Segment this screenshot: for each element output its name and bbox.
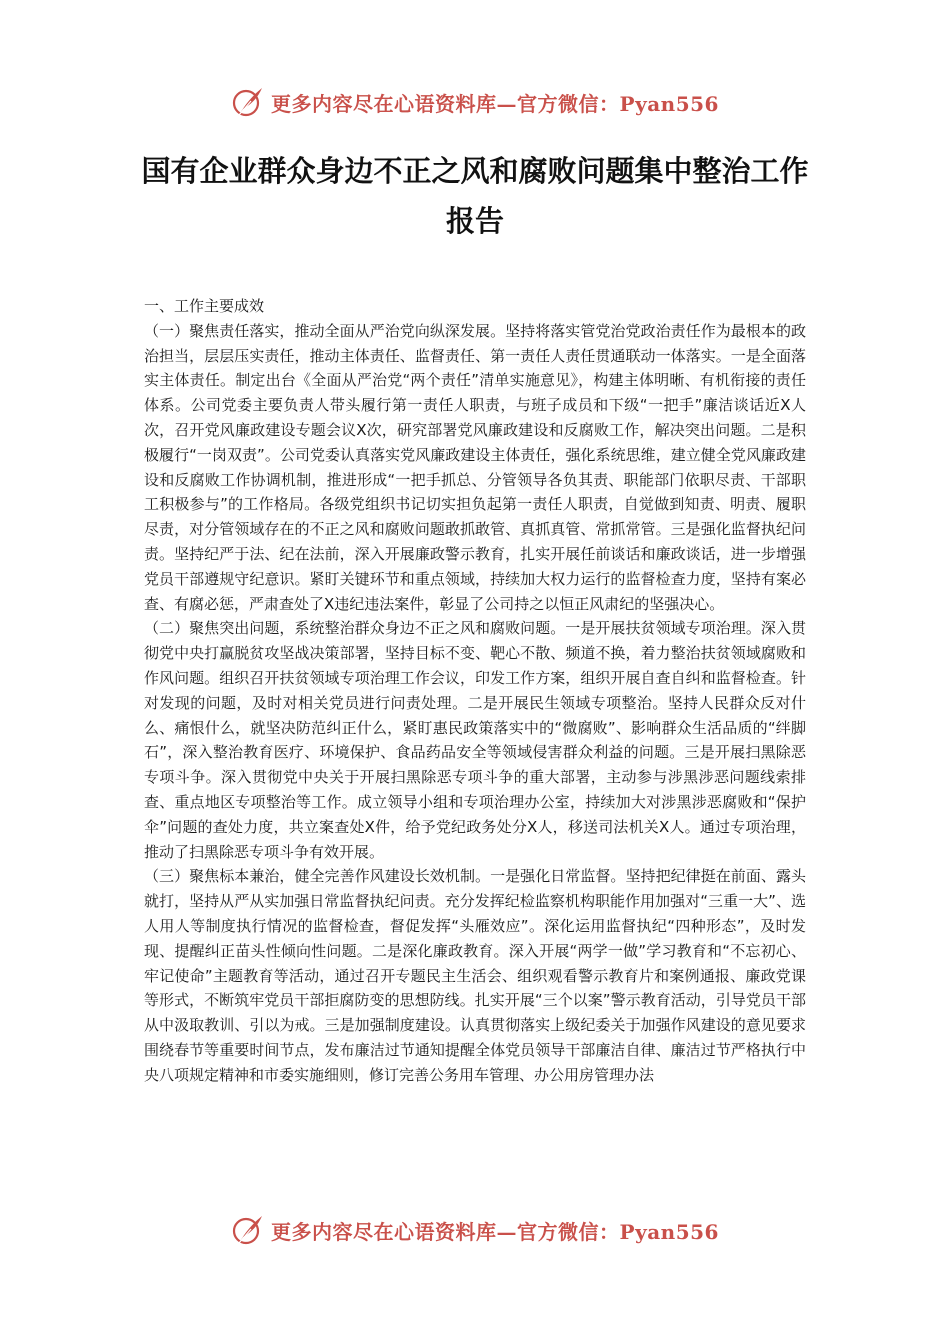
- body-paragraph: （二）聚焦突出问题，系统整治群众身边不正之风和腐败问题。一是开展扶贫领域专项治理。深入贯彻党中央打赢脱贫攻坚战决策部署，坚持目标不变、靶心不散、频道不换，着力整治扶贫领域腐败和作风问题。组织召开扶贫领域专项治理工作会议，印发工作方案，组织开展自查自纠和监督检查。针对发现的问题，及时对相关党员进行问责处理。二是开展民生领域专项整治。坚持人民群众反对什么、痛恨什么，就坚决防范纠正什么，紧盯惠民政策落实中的“微腐败”、影响群众生活品质的“绊脚石”，深入整治教育医疗、环境保护、食品药品安全等领域侵害群众利益的问题。三是开展扫黑除恶专项斗争。深入贯彻党中央关于开展扫黑除恶专项斗争的重大部署，主动参与涉黑涉恶问题线索排查、重点地区专项整治等工作。成立领导小组和专项治理办公室，持续加大对涉黑涉恶腐败和“保护伞”问题的查处力度，共立案查处X件，给予党纪政务处分X人，移送司法机关X人。通过专项治理，推动了扫黑除恶专项斗争有效开展。: [144, 619, 806, 861]
- banner-text: 更多内容尽在心语资料库—官方微信：Pyan556: [271, 1219, 719, 1244]
- title-line-1: 国有企业群众身边不正之风和腐败问题集中整治工作: [141, 154, 809, 188]
- document-body: [144, 294, 806, 1088]
- banner-text: 更多内容尽在心语资料库—官方微信：Pyan556: [271, 91, 719, 116]
- footer-banner: [0, 1210, 950, 1250]
- body-paragraph: （三）聚焦标本兼治，健全完善作风建设长效机制。一是强化日常监督。坚持把纪律挺在前面、露头就打，坚持从严从实加强日常监督执纪问责。充分发挥纪检监察机构职能作用加强对“三重一大”、选人用人等制度执行情况的监督检查，督促发挥“头雁效应”。深化运用监督执纪“四种形态”，及时发现、提醒纠正苗头性倾向性问题。二是深化廉政教育。深入开展“两学一做”学习教育和“不忘初心、牢记使命”主题教育等活动，通过召开专题民主生活会、组织观看警示教育片和案例通报、廉政党课等形式，不断筑牢党员干部拒腐防变的思想防线。扎实开展“三个以案”警示教育活动，引导党员干部从中汲取教训、引以为戒。三是加强制度建设。认真贯彻落实上级纪委关于加强作风建设的意见要求围绕春节等重要时间节点，发布廉洁过节通知提醒全体党员领导干部廉洁自律、廉洁过节严格执行中央八项规定精神和市委实施细则，修订完善公务用车管理、办公用房管理办法: [144, 867, 806, 1084]
- feather-pen-icon: [231, 85, 265, 119]
- header-banner: [0, 82, 950, 122]
- section-heading: 一、工作主要成效: [144, 297, 265, 315]
- document-title: [120, 146, 830, 246]
- feather-pen-icon: [231, 1213, 265, 1247]
- body-paragraph: （一）聚焦责任落实，推动全面从严治党向纵深发展。坚持将落实管党治党政治责任作为最根本的政治担当，层层压实责任，推动主体责任、监督责任、第一责任人责任贯通联动一体落实。一是全面落实主体责任。制定出台《全面从严治党“两个责任”清单实施意见》，构建主体明晰、有机衔接的责任体系。公司党委主要负责人带头履行第一责任人职责，与班子成员和下级“一把手”廉洁谈话近X人次，召开党风廉政建设专题会议X次，研究部署党风廉政建设和反腐败工作，解决突出问题。二是积极履行“一岗双责”。公司党委认真落实党风廉政建设主体责任，强化系统思维，建立健全党风廉政建设和反腐败工作协调机制，推进形成“一把手抓总、分管领导各负其责、职能部门依职尽责、干部职工积极参与”的工作格局。各级党组织书记切实担负起第一责任人职责，自觉做到知责、明责、履职尽责，对分管领域存在的不正之风和腐败问题敢抓敢管、真抓真管、常抓常管。三是强化监督执纪问责。坚持纪严于法、纪在法前，深入开展廉政警示教育，扎实开展任前谈话和廉政谈话，进一步增强党员干部遵规守纪意识。紧盯关键环节和重点领域，持续加大权力运行的监督检查力度，坚持有案必查、有腐必惩，严肃查处了X违纪违法案件，彰显了公司持之以恒正风肃纪的坚强决心。: [144, 321, 806, 613]
- title-line-2: 报告: [445, 204, 504, 238]
